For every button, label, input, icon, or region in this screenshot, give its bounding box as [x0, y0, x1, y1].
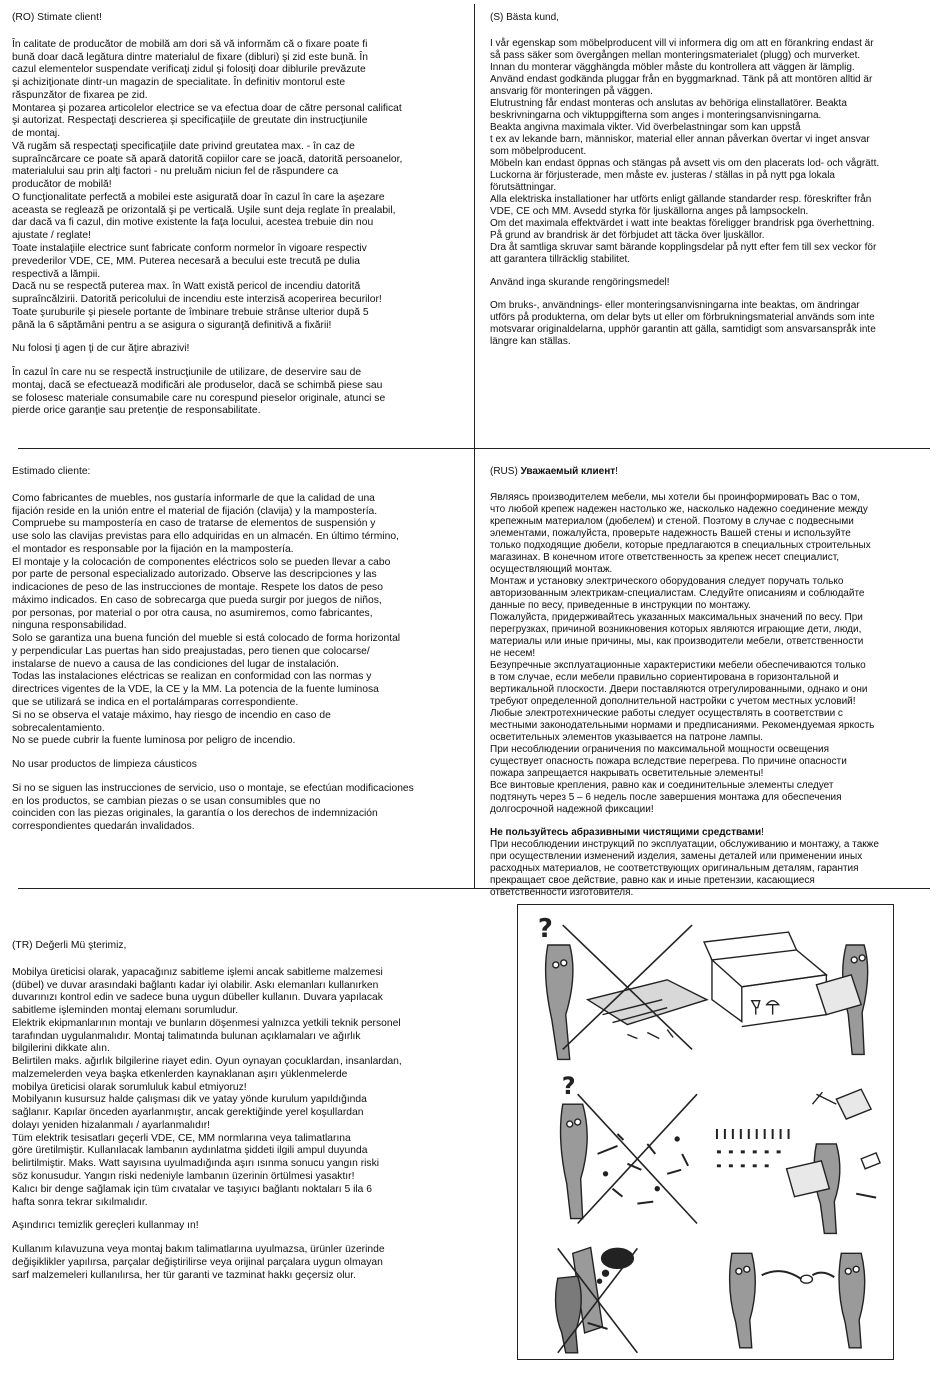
cleaning-note-russian-bold: Не пользуйтесь абразивными чистящими средствами — [490, 827, 762, 838]
warranty-turkish: Kullanım kılavuzuna veya montaj bakım talimatlarına uyulmazsa, ürünler üzerinde değişiklikler yapılırsa, parçalar değiştirilirse veya orijinal parçalara uygun olmayan sarf malzemeleri kullanılırsa, her tür garanti ve tazminat hakkı geçersiz olur. — [12, 1244, 385, 1281]
question-mark-icon — [562, 1072, 576, 1100]
vertical-divider — [474, 4, 475, 888]
svg-text:?: ? — [537, 914, 553, 945]
heading-russian-suffix: ! — [615, 466, 618, 477]
body-romanian: În calitate de producător de mobilă am dori să vă informăm că o fixare poate fi bună doar dacă legătura dintre materialul de fixare (dibluri) şi zid este bună. În cazul elementelor suspendate verificaţi zidul şi folosiţi doar diblurile prevăzute şi achiziţionate dintr-un magazin de specialitate. În definitiv montorul este răspunzător de fixarea pe zid. Montarea şi pozarea articolelor electrice se va efectua doar de către personal calificat şi autorizat. Respectaţi descrierea şi specificaţiile de greutate din instrucţiunile de montaj. Vă rugăm să respectaţi specificaţiile date privind greutatea max. - în caz de supraîncărcare ce poate să apară datorită copiilor care se joacă, datorită persoanelor, materialului sau prin alţi factori - nu preluăm niciun fel de răspundere ca producător de mobilă! O funcţionalitate perfectă a mobilei este asigurată doar în cazul în care la aşezare aceasta se reglează pe orizontală şi pe verticală. Uşile sunt deja reglate în prealabil, dar dacă va fi cazul, din motive existente la faţa locului, acestea trebuie din nou ajustate / reglate! Toate instalaţiile electrice sunt fabricate conform normelor în vigoare respectiv prevederilor VDE, CE, MM. Puterea necesară a becului este trecută pe dulia respectivă a lămpii. Dacă nu se respectă puterea max. în Watt există pericol de incendiu datorită supraîncălzirii. Datorită pericolului de incendiu este interzisă acoperirea becurilor! Toate şuruburile şi piesele portante de îmbinare trebuie strânse ulterior după 5 până la 6 săptămâni pentru a se asigura o siguranţă definitivă a fixării! — [12, 38, 403, 331]
cleaning-note-spanish: No usar productos de limpieza cáusticos — [12, 759, 197, 771]
heading-turkish: (TR) Değerli Mü şterimiz, — [12, 940, 127, 951]
umbrella-icon — [767, 1001, 779, 1015]
cleaning-note-romanian: Nu folosi ţi agen ţi de cur ăţire abrazivi! — [12, 343, 190, 355]
panel-correct-parts-sorted — [717, 1089, 880, 1233]
warranty-spanish: Si no se siguen las instrucciones de servicio, uso o montaje, se efectúan modificaciones en los productos, se cambian piezas o se usan consumibles que no coinciden con las piezas originales, la garantía o los derechos de indemnización correspondientes quedarán invalidados. — [12, 782, 414, 833]
cross-out-icon — [578, 1094, 697, 1223]
body-turkish: Mobilya üreticisi olarak, yapacağınız sabitleme işlemi ancak sabitleme malzemesi (dübel) ve duvar arasındaki bağlantı kadar iyi olabilir. Askı elemanları kullanırken duvarınızı kontrol edin ve sadece buna uygun dübeller kullanın. Duvara yapılacak sabitleme işleminden montaj elemanı sorumludur. Elektrik ekipmanlarının montajı ve bunların döşenmesi yalnızca yetkili teknik personel tarafından uygulanmalıdır. Montaj talimatında bulunan açıklamaları ve ağırlık bilgilerini dikkate alın. Belirtilen maks. ağırlık bilgilerine riayet edin. Oyun oynayan çocuklardan, insanlardan, malzemelerden veya başka etkenlerden kaynaklanan aşırı yüklenmelerde mobilya üreticisi olarak sorumluluk kabul etmiyoruz! Mobilyanın kusursuz halde çalışması dik ve yatay yönde kurulum yapıldığında sağlanır. Kapılar önceden ayarlanmıştır, ancak gerektiğinde yerel koşullardan dolayı yeniden hizalanmalı / ayarlanmalıdır! Tüm elektrik tesisatları geçerli VDE, CE, MM normlarına veya talimatlarına göre üretilmiştir. Kullanılacak lambanın aydınlatma şiddeti ilgili ampul duyunda belirtilmiştir. Maks. Watt sayısına uyulmadığında aşırı ısınma sonucu yangın riski söz konusudur. Yangın riski nedeniyle lambanın üzerinin örtülmesi yasaktır! Kalıcı bir denge sağlamak için tüm cıvatalar ve taşıyıcı bağlantı noktaları 5 ila 6 hafta sonra tekrar sıkılmalıdır. — [12, 966, 402, 1208]
heading-russian-prefix: (RUS) — [490, 466, 521, 477]
heading-russian-bold: Уважаемый клиент — [520, 466, 616, 477]
panel-wrong-parts-scattered — [561, 1072, 698, 1223]
section-romanian — [12, 12, 467, 429]
fragile-glass-icon — [752, 1001, 760, 1015]
cleaning-note-turkish: Aşındırıcı temizlik gereçleri kullanmay ın! — [12, 1220, 199, 1232]
panel-wrong-alone-assembly — [556, 1247, 638, 1352]
assembly-illustration — [517, 904, 894, 1360]
section-swedish — [490, 12, 940, 359]
body-russian: Являясь производителем мебели, мы хотели бы проинформировать Вас о том, что любой крепеж надежен настолько же, насколько надежно соединение между крепежным материалом (дюбелем) и стеной. Поэтому в случае с подвесными элементами, пожалуйста, проверьте надежность Вашей стены и используйте только подходящие дюбели, которые предлагаются в специальных строительных магазинах. В конечном итоге ответственность за крепеж несет специалист, осуществляющий монтаж. Монтаж и установку электрического оборудования следует поручать только авторизованным электрикам-специалистам. Следуйте описаниям и соблюдайте данные по весу, приведенные в инструкции по монтажу. Пожалуйста, придерживайтесь указанных максимальных значений по весу. При перегрузках, причиной возникновения которых являются играющие дети, люди, материалы или иные причины, мы, как производители мебели, ответственности не несем! Безупречные эксплуатационные характеристики мебели обеспечиваются только в том случае, если мебели правильно сориентирована в горизонтальной и вертикальной плоскости. Двери поставляются отрегулированными, однако и они требуют определенной дополнительной настройки с учетом местных условий! Любые электротехнические работы следует осуществлять в соответствии с местными законодательными нормами и предписаниями. Рекомендуемая яркость осветительных элементов указывается на патроне лампы. При несоблюдении ограничения по максимальной мощности освещения существует опасность пожара вследствие перегрева. По причине опасности пожара запрещается накрывать осветительные элементы! Все винтовые крепления, равно как и соединительные элементы следует подтянуть через 5 – 6 недель после завершения монтажа для обеспечения долгосрочной надежной фиксации! — [490, 492, 875, 815]
body-swedish: I vår egenskap som möbelproducent vill vi informera dig om att en förankring endast är så pass säker som övergången mellan monteringsmaterialet (plugg) och murverket. Innan du monterar vägghängda möbler måste du kontrollera att väggen är lämplig. Använd endast godkända pluggar från en byggmarknad. Tänk på att montören alltid är ansvarig för monteringen på väggen. Elutrustning får endast monteras och anslutas av behöriga elinstallatörer. Beakta beskrivningarna och viktuppgifterna som anges i monteringsanvisningarna. Beakta angivna maximala vikter. Vid överbelastningar som kan uppstå t ex av lekande barn, människor, material eller annan påverkan övertar vi inget ansvar som möbelproducent. Möbeln kan endast öppnas och stängas på avsett vis om den placerats lod- och vågrätt. Luckorna är förjusterade, men måste ev. justeras / ställas in på nytt pga lokala förutsättningar. Alla elektriska installationer har utförts enligt gällande standarder resp. föreskrifter från VDE, CE och MM. Avsedd styrka för ljuskällorna anges på lampsockeln. Om det maximala effektvärdet i watt inte beaktas föreligger brandrisk pga överhettning. På grund av brandrisk är det förbjudet att täcka över ljuskällor. Dra åt samtliga skruvar samt bärande kopplingsdelar på nytt efter fem till sex veckor för att garantera tillräcklig stabilitet. — [490, 38, 880, 265]
section-russian — [490, 466, 942, 910]
svg-text:?: ? — [561, 1072, 576, 1101]
section-turkish — [12, 940, 467, 1293]
panel-correct-unpacking — [704, 932, 868, 1054]
heading-russian — [490, 466, 942, 478]
body-spanish: Como fabricantes de muebles, nos gustaría informarle de que la calidad de una fijación reside en la unión entre el material de fijación (clavija) y la mampostería. Compruebe su mampostería en caso de tratarse de elementos de suspensión y use solo las clavijas previstas para ello adquiridas en un almacén. En último término, el montador es responsable por la fijación en la mampostería. El montaje y la colocación de componentes eléctricos solo se pueden llevar a cabo por parte de personal especializado autorizado. Observe las descripciones y las indicaciones de peso de las instrucciones de montaje. Respete los datos de peso máximo indicados. En caso de sobrecarga que pueda surgir por juegos de niños, por personas, por material o por otra causa, no asumiremos, como fabricantes, ninguna responsabilidad. Solo se garantiza una buena función del mueble si está colocado de forma horizontal y perpendicular Las puertas han sido preajustadas, pero tienen que colocarse/ instalarse de nuevo a causa de las condiciones del lugar de instalación. Todas las instalaciones eléctricas se realizan en conformidad con las normas y directrices vigentes de la VDE, la CE y la MM. La potencia de la fuente luminosa que se utilizará se indica en el portalámparas correspondiente. Si no se observa el vataje máximo, hay riesgo de incendio en caso de sobrecalentamiento. No se puede cubrir la fuente luminosa por peligro de incendio. — [12, 492, 401, 747]
horizontal-divider-top — [18, 448, 930, 449]
warranty-swedish: Om bruks-, användnings- eller monteringsanvisningarna inte beaktas, om ändringar utförs på produkterna, om delar byts ut eller om förbrukningsmaterial används som inte motsvarar originaldelarna, upphör garantin att gälla, samtidigt som ansvarsanspråk inte längre kan ställas. — [490, 300, 876, 347]
heading-romanian: (RO) Stimate client! — [12, 12, 102, 23]
cleaning-note-russian — [490, 827, 942, 839]
panel-wrong-unpacking — [538, 914, 707, 1059]
panel-correct-two-person-assembly — [730, 1253, 865, 1347]
heading-spanish: Estimado cliente: — [12, 466, 91, 477]
section-spanish — [12, 466, 467, 845]
question-mark-icon — [538, 914, 553, 944]
cleaning-note-russian-suffix: ! — [761, 827, 764, 838]
warranty-russian: При несоблюдении инструкций по эксплуатации, обслуживанию и монтажу, а также при осуществлении изменений изделия, замены деталей или применении иных расходных материалов, не соответствующих оригинальным деталям, гарантия прекращает свое действие, равно как и иные претензии, касающиеся ответственности изготовителя. — [490, 839, 879, 898]
warranty-romanian: În cazul în care nu se respectă instrucţiunile de utilizare, de deservire sau de montaj, dacă se efectuează modificări ale produselor, dacă se schimbă piese sau se folosesc materiale consumabile care nu corespund pieselor originale, atunci se pierde orice garanţie sau pretenţie de responsabilitate. — [12, 367, 386, 417]
cleaning-note-swedish: Använd inga skurande rengöringsmedel! — [490, 277, 670, 288]
heading-swedish: (S) Bästa kund, — [490, 12, 559, 23]
